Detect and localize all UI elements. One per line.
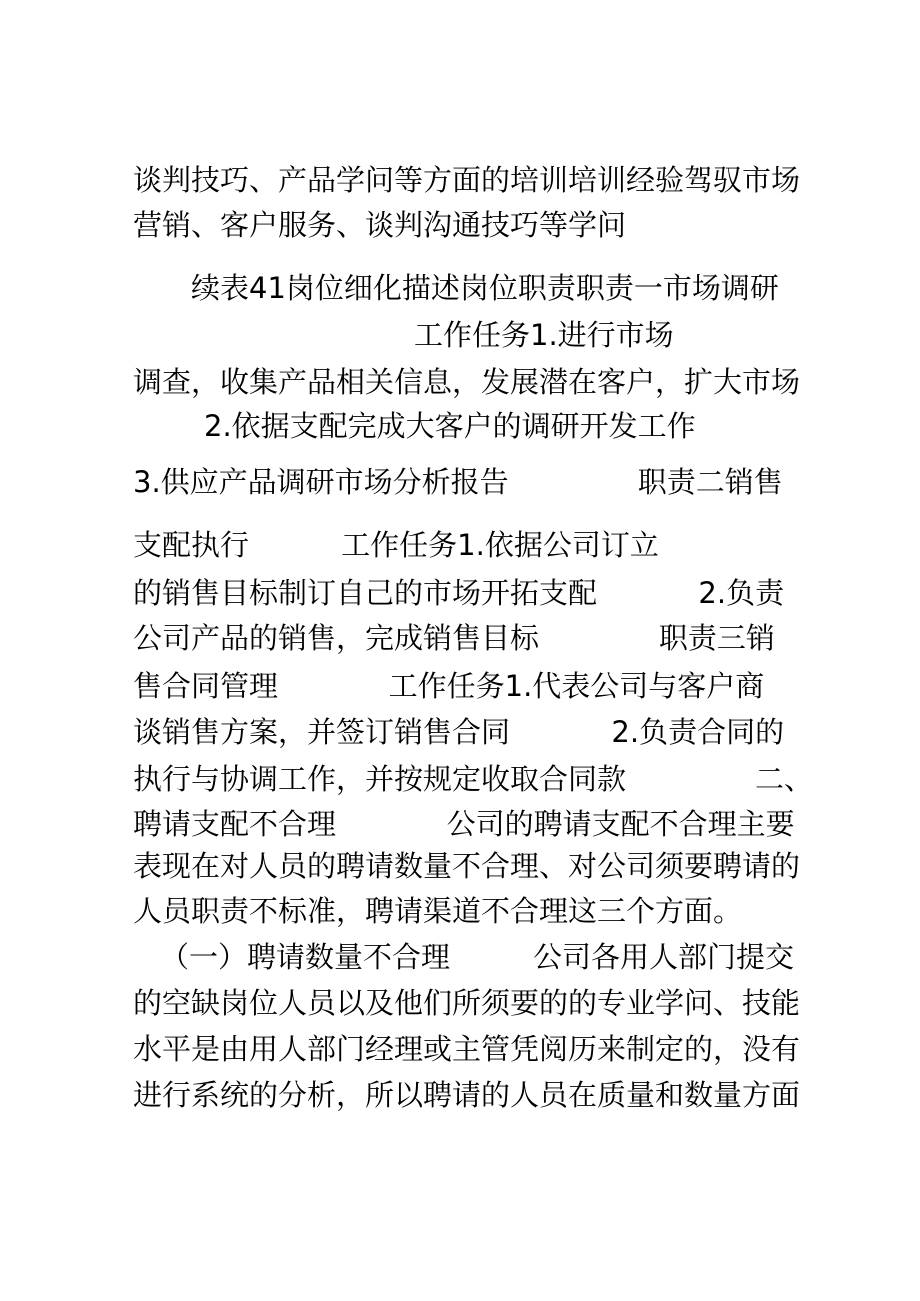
- text-line: 营销、客户服务、谈判沟通技巧等学问: [133, 208, 627, 242]
- text-line: 支配执行 工作任务1.依据公司订立: [133, 528, 659, 562]
- text-line: 售合同管理 工作任务1.代表公司与客户商: [133, 669, 765, 703]
- text-line: 谈销售方案，并签订销售合同 2.负责合同的: [133, 715, 785, 749]
- text-line: （一）聘请数量不合理 公司各用人部门提交: [160, 940, 794, 974]
- text-line: 公司产品的销售，完成销售目标 职责三销: [133, 621, 775, 655]
- text-line: 的销售目标制订自己的市场开拓支配 2.负责: [133, 576, 785, 610]
- text-line: 调查，收集产品相关信息，发展潜在客户，扩大市场: [133, 365, 801, 399]
- text-line: 表现在对人员的聘请数量不合理、对公司须要聘请的: [133, 849, 801, 883]
- text-line: 进行系统的分析，所以聘请的人员在质量和数量方面: [133, 1078, 801, 1112]
- text-line: 聘请支配不合理 公司的聘请支配不合理主要: [133, 807, 795, 841]
- text-line: 3.供应产品调研市场分析报告 职责二销售: [133, 465, 783, 499]
- text-line: 工作任务1.进行市场: [414, 318, 674, 352]
- text-line: 水平是由用人部门经理或主管凭阅历来制定的，没有: [133, 1032, 801, 1066]
- text-line: 的空缺岗位人员以及他们所须要的的专业学问、技能: [133, 986, 801, 1020]
- text-line: 执行与协调工作，并按规定收取合同款 二、: [133, 762, 814, 796]
- text-line: 2.依据支配完成大客户的调研开发工作: [204, 409, 696, 443]
- text-line: 人员职责不标准，聘请渠道不合理这三个方面。: [133, 894, 743, 928]
- text-line: 谈判技巧、产品学问等方面的培训培训经验驾驭市场: [133, 163, 801, 197]
- text-line: 续表41岗位细化描述岗位职责职责一市场调研: [191, 271, 779, 305]
